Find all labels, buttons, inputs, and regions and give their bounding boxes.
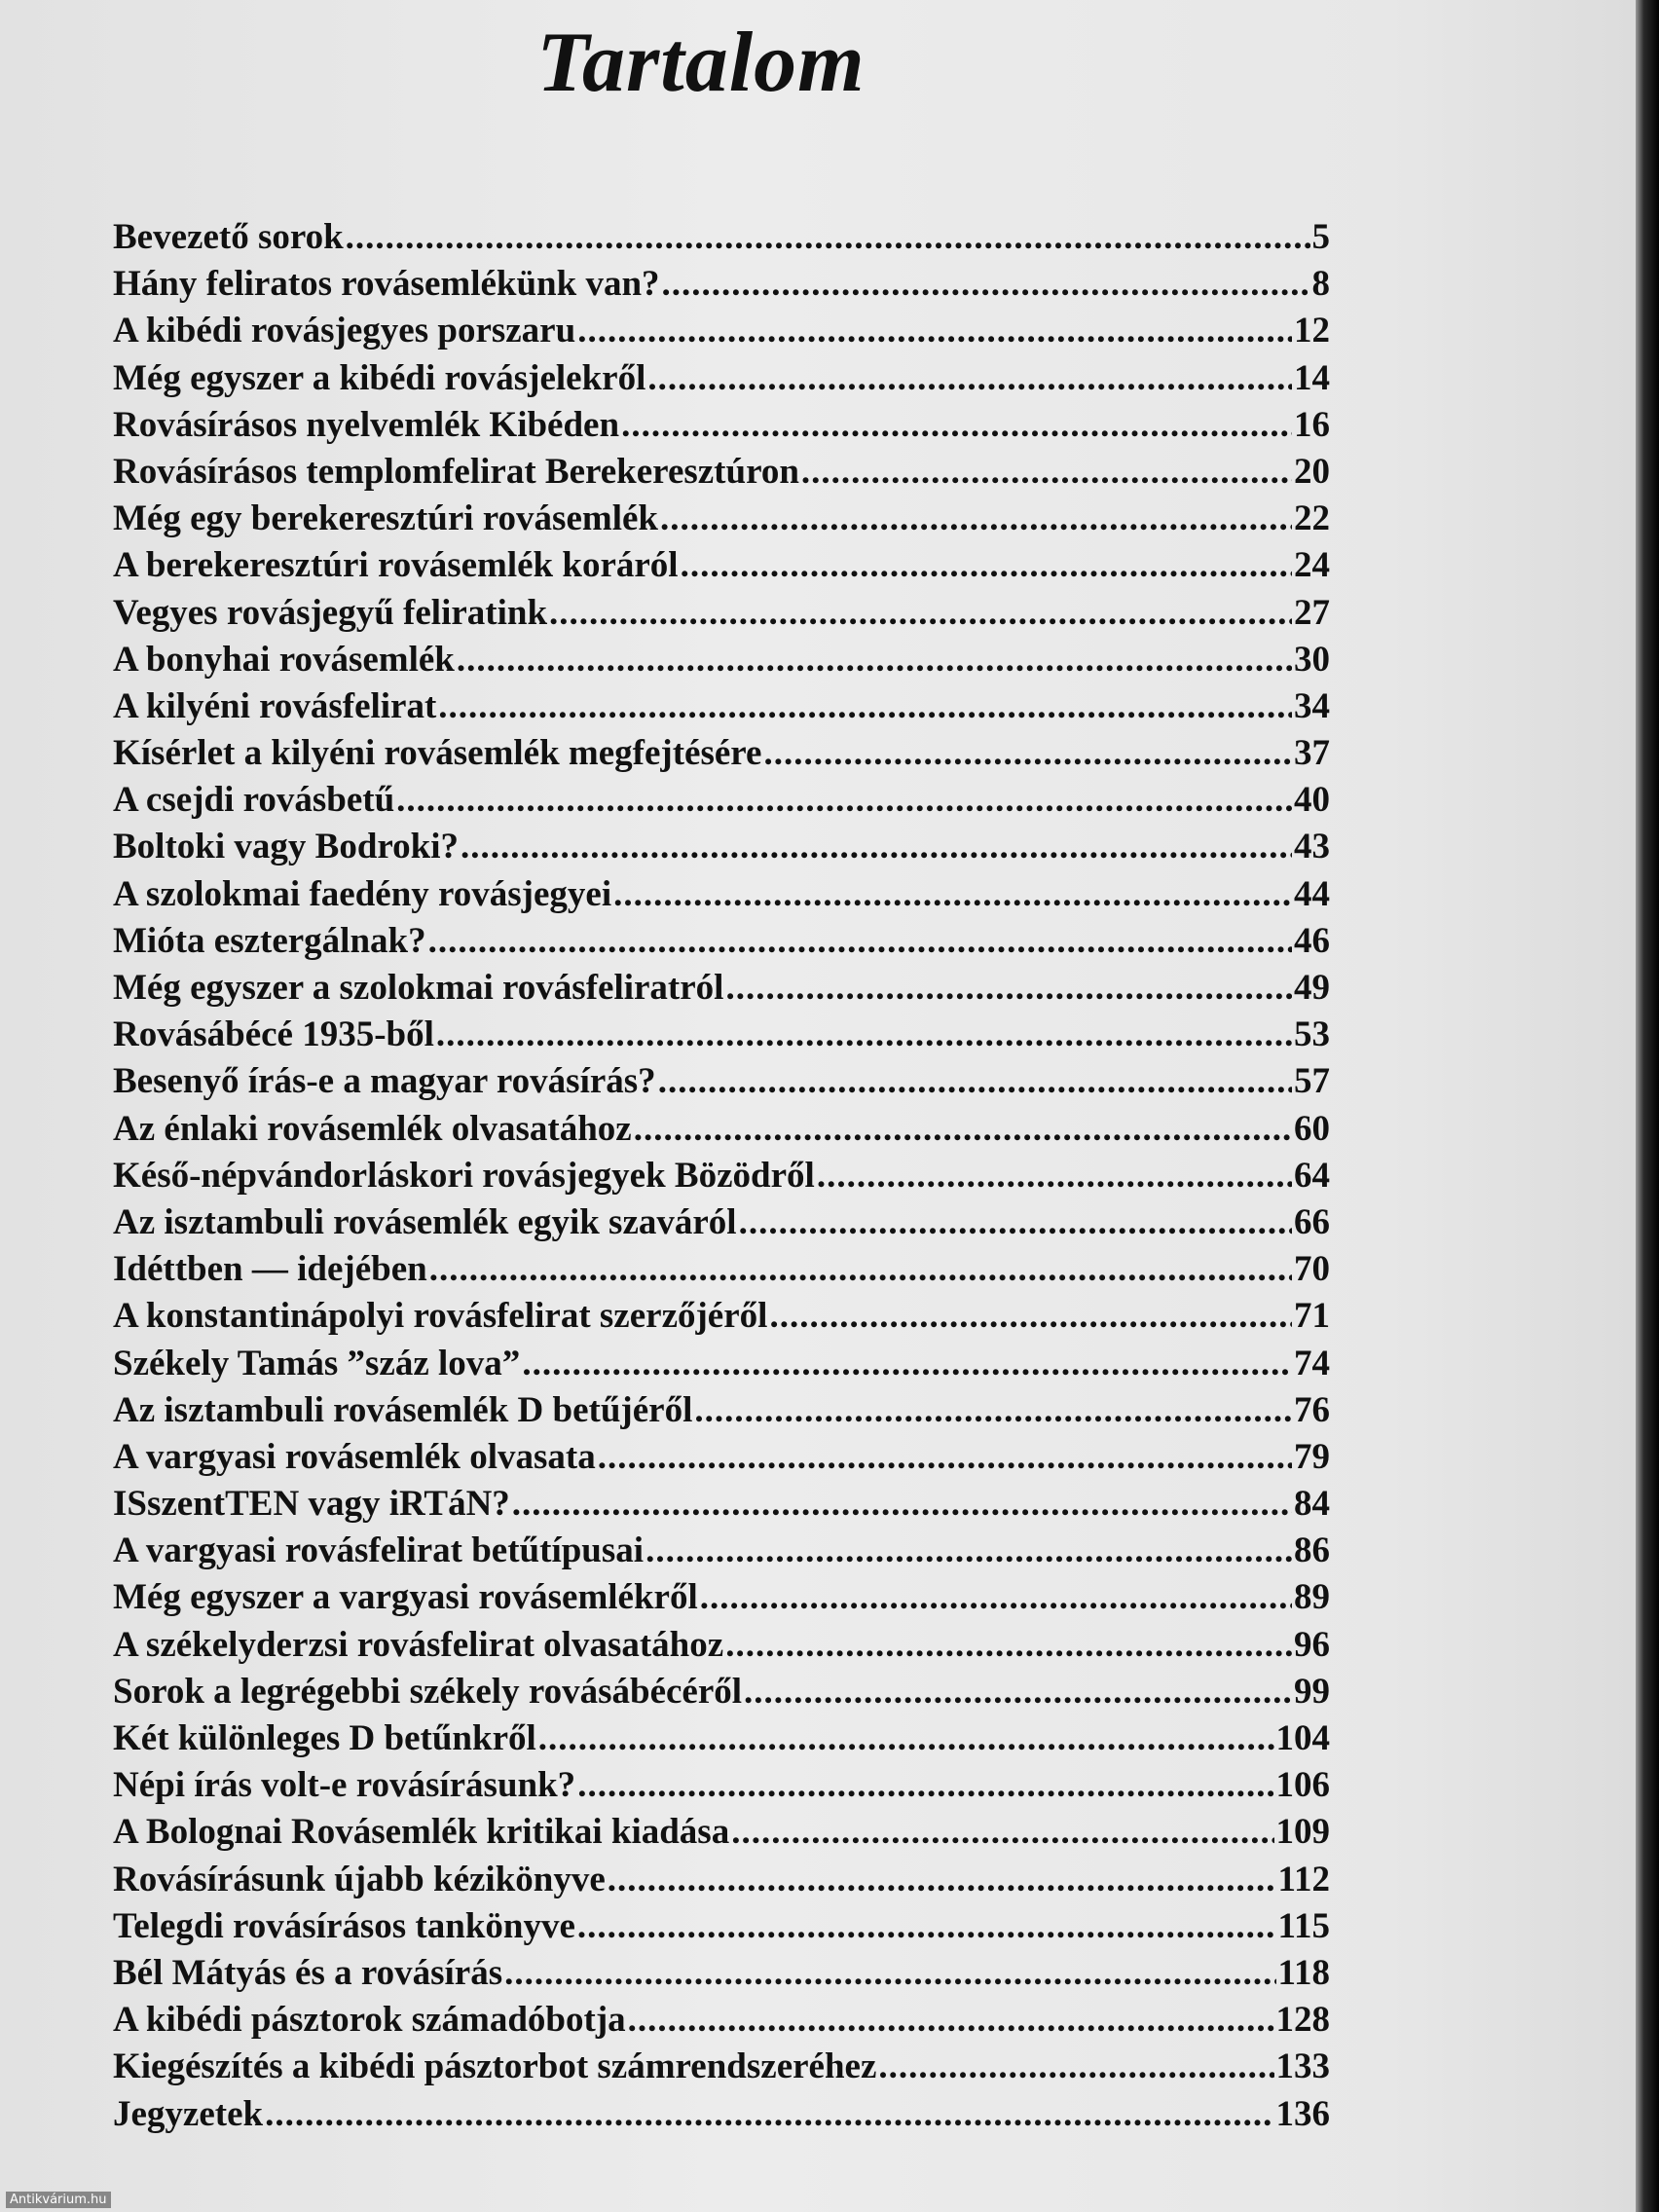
toc-entry <box>113 263 1330 310</box>
dot-leader <box>645 1530 1292 1571</box>
dot-leader <box>522 1343 1292 1384</box>
dot-leader <box>658 1060 1292 1102</box>
dot-leader <box>577 1764 1273 1806</box>
toc-entry-page: 133 <box>1275 2046 1330 2087</box>
toc-entry-title: Népi írás volt-e rovásírásunk? <box>113 1765 576 1806</box>
toc-entry-page: 14 <box>1294 357 1330 398</box>
dot-leader <box>681 544 1292 586</box>
toc-entry-page: 96 <box>1294 1624 1330 1665</box>
toc-entry-title: Rovásábécé 1935-ből <box>113 1014 434 1055</box>
toc-entry-title: Még egyszer a vargyasi rovásemlékről <box>113 1577 698 1618</box>
toc-entry-page: 64 <box>1294 1155 1330 1196</box>
toc-entry-page: 106 <box>1275 1765 1330 1806</box>
toc-entry-title: A kibédi rovásjegyes porszaru <box>113 311 576 351</box>
toc-entry <box>113 639 1330 685</box>
toc-entry <box>113 1530 1330 1576</box>
toc-entry-title: Hány feliratos rovásemlékünk van? <box>113 264 660 305</box>
toc-entry-title: A berekeresztúri rovásemlék koráról <box>113 545 679 586</box>
toc-entry-page: 112 <box>1277 1859 1330 1899</box>
toc-entry <box>113 544 1330 591</box>
toc-entry-title: Még egyszer a kibédi rovásjelekről <box>113 357 646 398</box>
toc-entry-title: Székely Tamás ”száz lova” <box>113 1343 521 1383</box>
page-title: Tartalom <box>536 16 866 110</box>
toc-entry-title: A vargyasi rovásemlék olvasata <box>113 1436 596 1477</box>
dot-leader <box>694 1389 1292 1431</box>
toc-entry-page: 30 <box>1294 639 1330 680</box>
toc-entry-title: A kibédi pásztorok számadóbotja <box>113 2000 626 2041</box>
toc-entry <box>113 592 1330 639</box>
dot-leader <box>613 873 1292 915</box>
toc-entry-title: A konstantinápolyi rovásfelirat szerzőjéről <box>113 1296 768 1337</box>
toc-entry-page: 27 <box>1294 592 1330 633</box>
toc-entry <box>113 216 1330 263</box>
dot-leader <box>549 592 1292 634</box>
toc-entry-page: 104 <box>1275 1718 1330 1758</box>
toc-entry-title: Még egy berekeresztúri rovásemlék <box>113 498 658 539</box>
toc-entry <box>113 685 1330 732</box>
toc-entry-page: 76 <box>1294 1389 1330 1430</box>
toc-entry-title: Vegyes rovásjegyű feliratink <box>113 592 548 633</box>
toc-entry-title: A Bolognai Rovásemlék kritikai kiadása <box>113 1812 730 1853</box>
toc-entry-title: Kísérlet a kilyéni rovásemlék megfejtésére <box>113 733 762 774</box>
toc-entry <box>113 1859 1330 1905</box>
toc-entry-title: Késő-népvándorláskori rovásjegyek Bözödről <box>113 1155 815 1196</box>
toc-entry-title: A bonyhai rovásemlék <box>113 639 455 680</box>
toc-entry-title: Idéttben — idejében <box>113 1249 427 1290</box>
toc-entry <box>113 1483 1330 1530</box>
table-of-contents <box>113 216 1330 2140</box>
toc-entry-title: Mióta esztergálnak? <box>113 920 426 961</box>
toc-entry <box>113 1014 1330 1060</box>
toc-entry <box>113 498 1330 544</box>
dot-leader <box>429 1248 1292 1290</box>
page-edge-shadow <box>1636 0 1659 2212</box>
dot-leader <box>739 1201 1292 1243</box>
toc-entry-page: 24 <box>1294 545 1330 586</box>
dot-leader <box>577 1905 1276 1947</box>
toc-entry <box>113 1952 1330 1999</box>
dot-leader <box>763 732 1292 774</box>
dot-leader <box>744 1671 1292 1713</box>
toc-entry-page: 16 <box>1294 404 1330 445</box>
toc-entry-title: Az isztambuli rovásemlék D betűjéről <box>113 1389 693 1430</box>
toc-entry-title: A csejdi rovásbetű <box>113 780 395 821</box>
toc-entry <box>113 732 1330 779</box>
toc-entry-page: 46 <box>1294 920 1330 961</box>
toc-entry-page: 109 <box>1275 1812 1330 1853</box>
toc-entry <box>113 404 1330 451</box>
toc-entry-page: 128 <box>1275 2000 1330 2041</box>
toc-entry <box>113 1201 1330 1248</box>
toc-entry-page: 12 <box>1294 311 1330 351</box>
dot-leader <box>428 920 1292 962</box>
toc-entry-title: A szolokmai faedény rovásjegyei <box>113 873 612 914</box>
dot-leader <box>265 2093 1273 2135</box>
toc-entry-page: 86 <box>1294 1530 1330 1571</box>
toc-entry-page: 115 <box>1277 1905 1330 1946</box>
dot-leader <box>346 216 1310 258</box>
toc-entry-page: 99 <box>1294 1671 1330 1712</box>
dot-leader <box>769 1295 1292 1337</box>
toc-entry-page: 43 <box>1294 827 1330 867</box>
dot-leader <box>660 498 1292 539</box>
dot-leader <box>461 826 1292 867</box>
toc-entry-title: Telegdi rovásírásos tankönyve <box>113 1905 575 1946</box>
dot-leader <box>647 357 1292 399</box>
toc-entry-page: 53 <box>1294 1014 1330 1055</box>
toc-entry-title: A vargyasi rovásfelirat betűtípusai <box>113 1530 645 1571</box>
toc-entry-title: Két különleges D betűnkről <box>113 1718 536 1758</box>
toc-entry-title: Az isztambuli rovásemlék egyik szaváról <box>113 1201 737 1242</box>
toc-entry-page: 5 <box>1311 217 1330 257</box>
toc-entry <box>113 2093 1330 2140</box>
toc-entry-page: 37 <box>1294 733 1330 774</box>
toc-entry <box>113 1295 1330 1342</box>
toc-entry-page: 79 <box>1294 1436 1330 1477</box>
toc-entry <box>113 1155 1330 1201</box>
dot-leader <box>457 639 1292 681</box>
toc-entry <box>113 1811 1330 1858</box>
toc-entry <box>113 310 1330 356</box>
toc-entry <box>113 1624 1330 1671</box>
toc-entry-title: Jegyzetek <box>113 2093 264 2134</box>
toc-entry <box>113 1389 1330 1436</box>
dot-leader <box>628 1999 1274 2041</box>
toc-entry-page: 66 <box>1294 1201 1330 1242</box>
toc-entry-title: Még egyszer a szolokmai rovásfeliratról <box>113 968 724 1008</box>
toc-entry-page: 71 <box>1294 1296 1330 1337</box>
toc-entry-title: Kiegészítés a kibédi pásztorbot számrendszeréhez <box>113 2046 877 2087</box>
toc-entry-page: 8 <box>1311 264 1330 305</box>
dot-leader <box>438 685 1292 727</box>
dot-leader <box>396 779 1292 821</box>
toc-entry-title: Az énlaki rovásemlék olvasatához <box>113 1108 632 1149</box>
toc-entry-title: ISszentTEN vagy iRTáN? <box>113 1484 510 1525</box>
toc-entry-page: 84 <box>1294 1484 1330 1525</box>
toc-entry <box>113 1576 1330 1623</box>
toc-entry-page: 44 <box>1294 873 1330 914</box>
toc-entry <box>113 1671 1330 1717</box>
toc-entry-page: 57 <box>1294 1061 1330 1102</box>
dot-leader <box>731 1811 1273 1853</box>
dot-leader <box>608 1859 1276 1900</box>
toc-entry <box>113 1343 1330 1389</box>
toc-entry-page: 60 <box>1294 1108 1330 1149</box>
dot-leader <box>634 1108 1292 1150</box>
toc-entry-title: Rovásírásos nyelvemlék Kibéden <box>113 404 620 445</box>
toc-entry-title: Rovásírásunk újabb kézikönyve <box>113 1859 606 1899</box>
toc-entry <box>113 1717 1330 1764</box>
toc-entry <box>113 2046 1330 2092</box>
dot-leader <box>436 1014 1292 1055</box>
toc-entry <box>113 1248 1330 1295</box>
toc-entry <box>113 920 1330 967</box>
dot-leader <box>577 310 1292 351</box>
toc-entry-page: 22 <box>1294 498 1330 539</box>
toc-entry-title: Boltoki vagy Bodroki? <box>113 827 460 867</box>
dot-leader <box>817 1155 1292 1197</box>
dot-leader <box>662 263 1310 305</box>
toc-entry-title: A kilyéni rovásfelirat <box>113 685 437 726</box>
dot-leader <box>598 1436 1292 1478</box>
toc-entry <box>113 1436 1330 1483</box>
toc-entry-title: Bevezető sorok <box>113 217 344 257</box>
toc-entry <box>113 1999 1330 2046</box>
toc-entry-page: 89 <box>1294 1577 1330 1618</box>
dot-leader <box>725 1624 1292 1666</box>
dot-leader <box>621 404 1292 446</box>
toc-entry <box>113 357 1330 404</box>
dot-leader <box>878 2046 1273 2087</box>
dot-leader <box>700 1576 1292 1618</box>
dot-leader <box>538 1717 1274 1759</box>
toc-entry-title: Rovásírásos templomfelirat Berekeresztúron <box>113 451 799 492</box>
toc-entry-page: 136 <box>1275 2093 1330 2134</box>
toc-entry <box>113 873 1330 920</box>
toc-entry <box>113 1108 1330 1155</box>
toc-entry-page: 20 <box>1294 451 1330 492</box>
toc-entry <box>113 1764 1330 1811</box>
toc-entry-title: Sorok a legrégebbi székely rovásábécéről <box>113 1671 743 1712</box>
watermark: Antikvárium.hu <box>6 2192 111 2208</box>
toc-entry-page: 34 <box>1294 685 1330 726</box>
toc-entry-page: 49 <box>1294 968 1330 1008</box>
toc-entry-title: Besenyő írás-e a magyar rovásírás? <box>113 1061 656 1102</box>
toc-entry-title: Bél Mátyás és a rovásírás <box>113 1952 503 1993</box>
toc-entry <box>113 967 1330 1014</box>
toc-entry-page: 40 <box>1294 780 1330 821</box>
dot-leader <box>504 1952 1275 1994</box>
toc-entry-page: 74 <box>1294 1343 1330 1383</box>
toc-entry <box>113 1905 1330 1952</box>
toc-entry <box>113 779 1330 826</box>
toc-entry-title: A székelyderzsi rovásfelirat olvasatához <box>113 1624 724 1665</box>
toc-entry-page: 118 <box>1277 1952 1330 1993</box>
toc-entry-page: 70 <box>1294 1249 1330 1290</box>
dot-leader <box>801 451 1292 493</box>
dot-leader <box>512 1483 1292 1525</box>
toc-entry <box>113 451 1330 498</box>
toc-entry <box>113 826 1330 872</box>
toc-entry <box>113 1060 1330 1107</box>
dot-leader <box>725 967 1292 1009</box>
